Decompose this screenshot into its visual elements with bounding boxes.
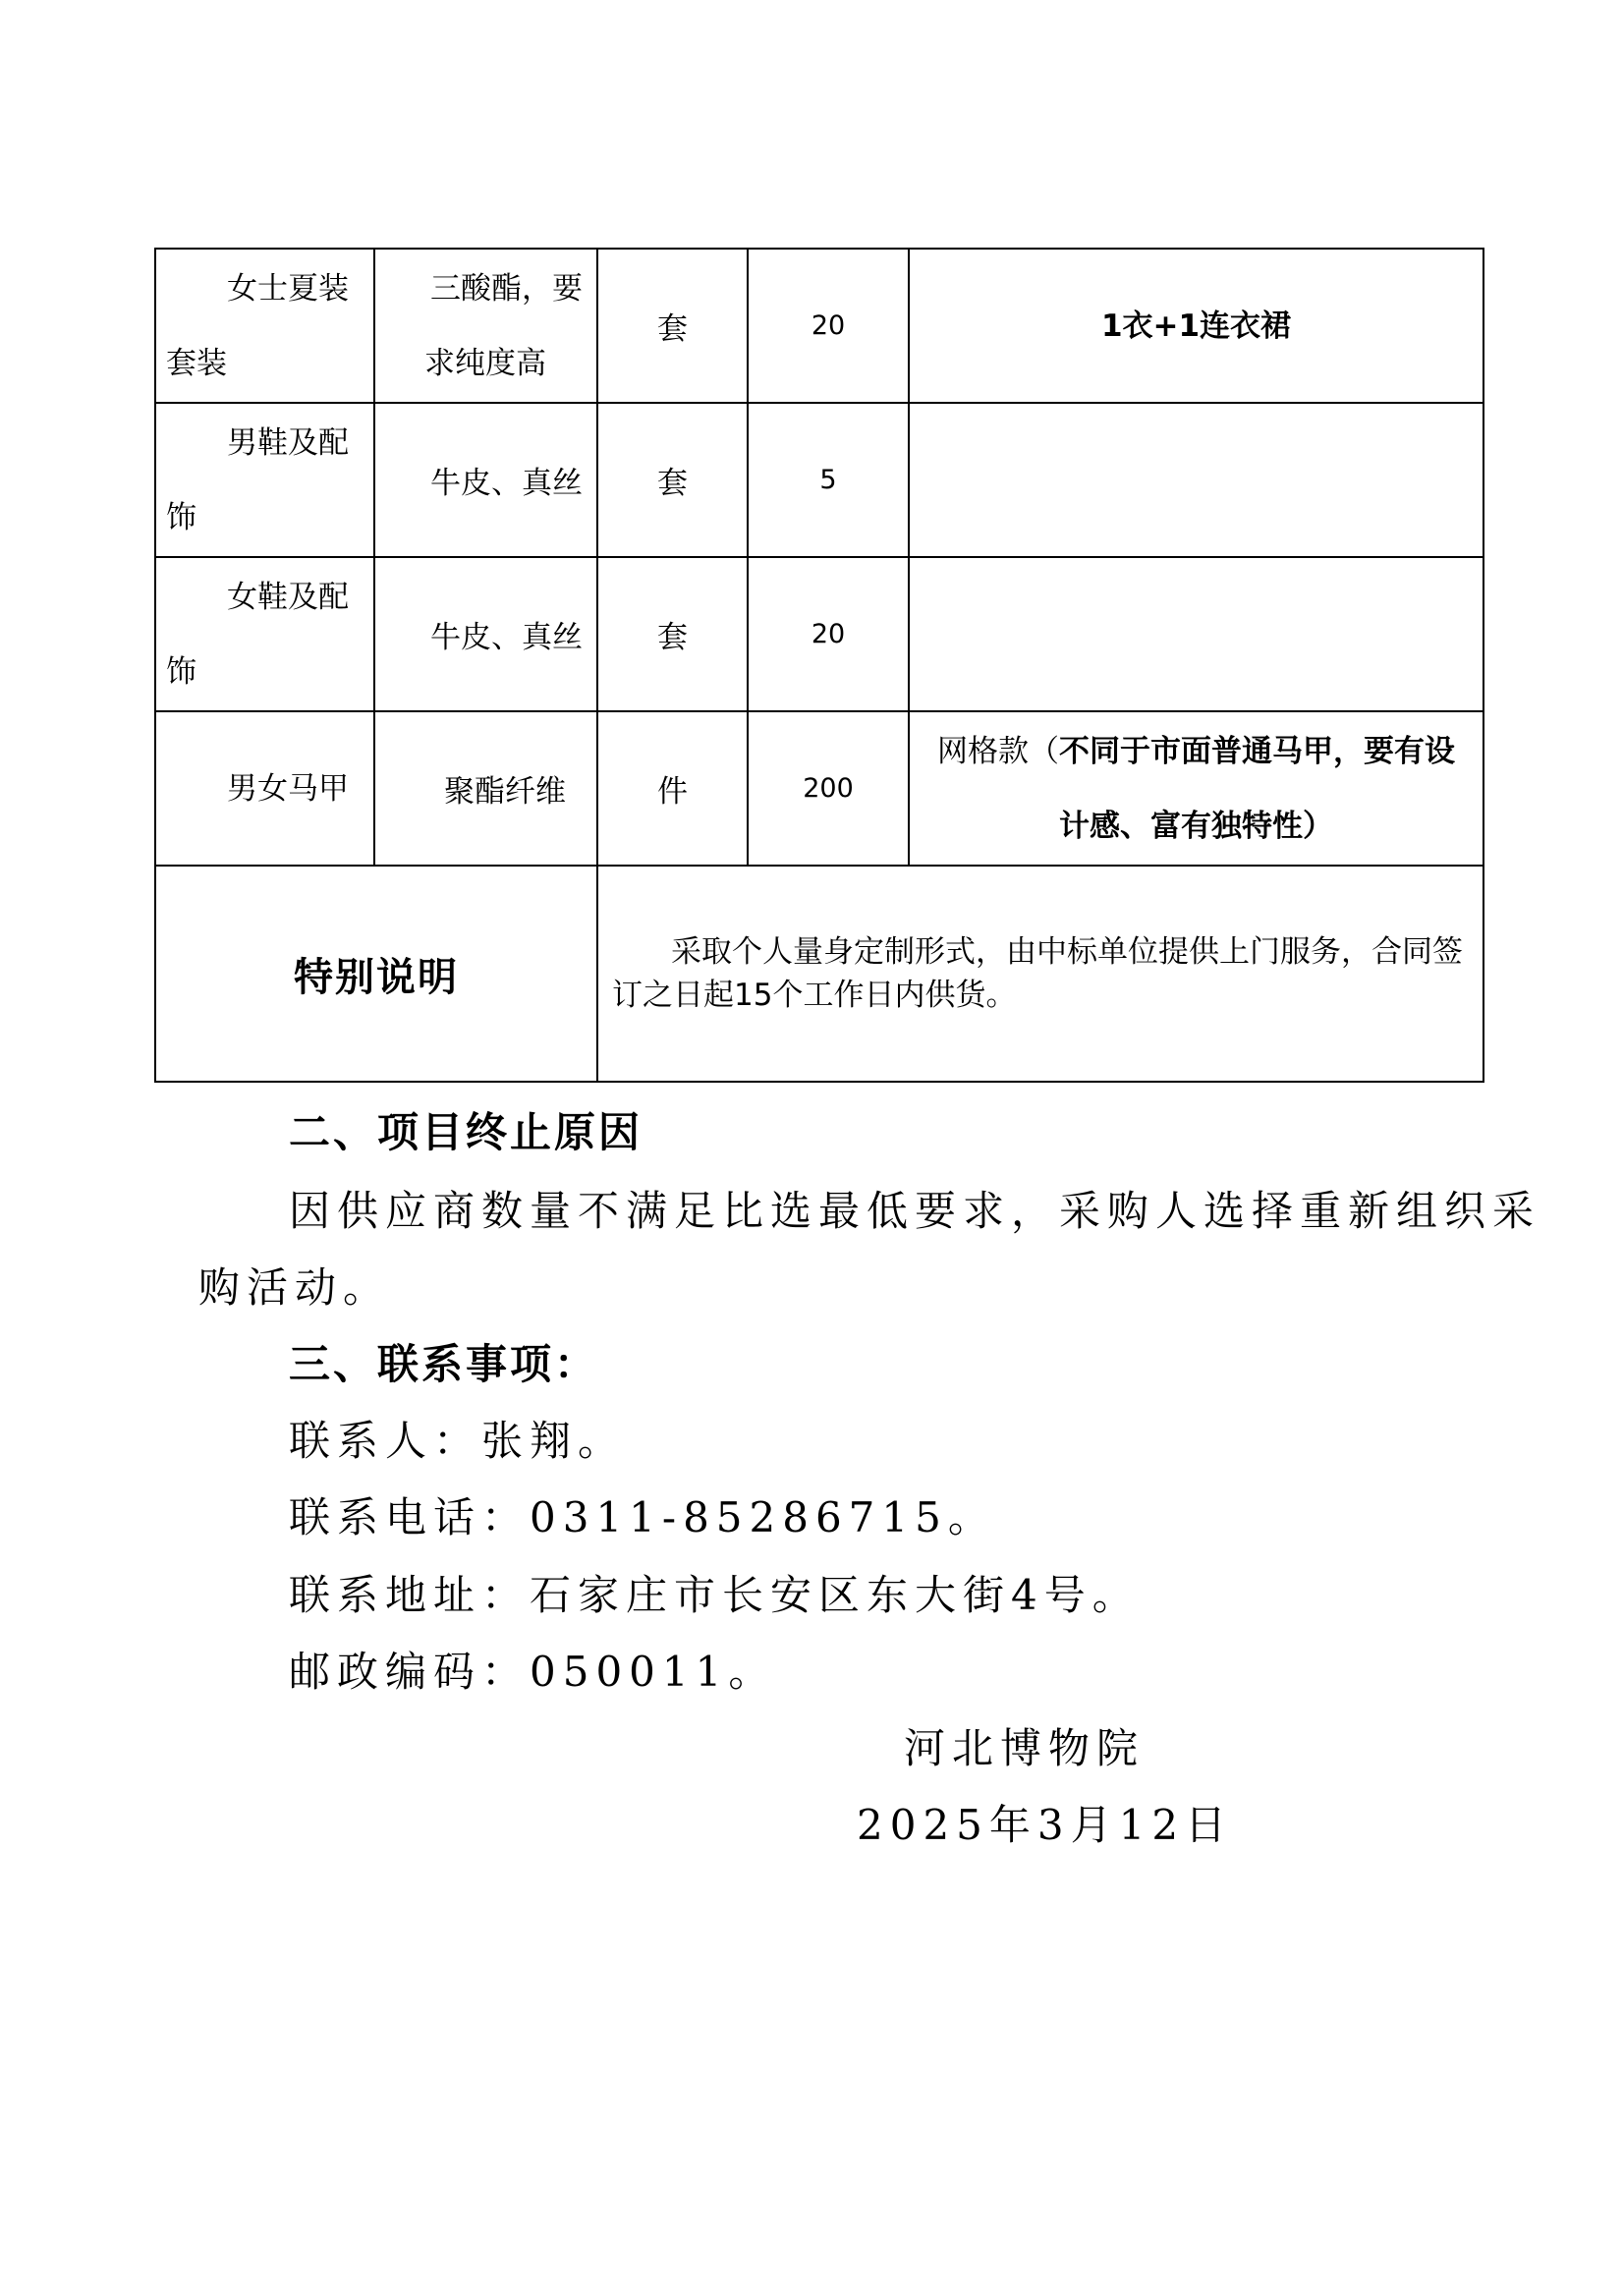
contact-address: 联系地址：石家庄市长安区东大街4号。 (289, 1571, 1141, 1619)
material-cell: 牛皮、真丝 (374, 557, 597, 711)
section-heading-termination: 二、项目终止原因 (289, 1108, 644, 1156)
contact-phone: 联系电话：0311-85286715。 (289, 1493, 996, 1541)
quantity-cell: 20 (748, 249, 909, 403)
signature-date: 2025年3月12日 (857, 1801, 1234, 1849)
special-note-label: 特别说明 (155, 866, 597, 1082)
note-cell (909, 557, 1483, 711)
unit-cell: 套 (597, 249, 748, 403)
quantity-cell: 20 (748, 557, 909, 711)
termination-reason-line1: 因供应商数量不满足比选最低要求，采购人选择重新组织采 (289, 1187, 1541, 1235)
special-note-text: 采取个人量身定制形式，由中标单位提供上门服务，合同签订之日起15个工作日内供货。 (597, 866, 1483, 1082)
special-note-row (155, 866, 1483, 1082)
unit-cell: 套 (597, 557, 748, 711)
material-cell: 牛皮、真丝 (374, 403, 597, 557)
product-name-cell: 女鞋及配 饰 (155, 557, 374, 711)
unit-cell: 套 (597, 403, 748, 557)
postal-code: 邮政编码：050011。 (289, 1648, 777, 1696)
signature-org: 河北博物院 (904, 1724, 1146, 1772)
section-heading-contact: 三、联系事项： (289, 1340, 599, 1388)
note-cell: 网格款（不同于市面普通马甲，要有设 计感、富有独特性） (909, 711, 1483, 866)
note-cell (909, 403, 1483, 557)
product-name-cell: 女士夏装 套装 (155, 249, 374, 403)
product-table (154, 248, 1484, 1083)
termination-reason-line2: 购活动。 (198, 1263, 392, 1312)
product-name-cell: 男鞋及配 饰 (155, 403, 374, 557)
contact-person: 联系人：张翔。 (289, 1417, 627, 1465)
table-row (155, 249, 1483, 403)
note-cell: 1衣+1连衣裙 (909, 249, 1483, 403)
quantity-cell: 5 (748, 403, 909, 557)
table-row (155, 557, 1483, 711)
table-row (155, 403, 1483, 557)
unit-cell: 件 (597, 711, 748, 866)
product-name-cell: 男女马甲 (155, 711, 374, 866)
material-cell: 聚酯纤维 (374, 711, 597, 866)
table-row (155, 711, 1483, 866)
quantity-cell: 200 (748, 711, 909, 866)
material-cell: 三酸酯，要 求纯度高 (374, 249, 597, 403)
